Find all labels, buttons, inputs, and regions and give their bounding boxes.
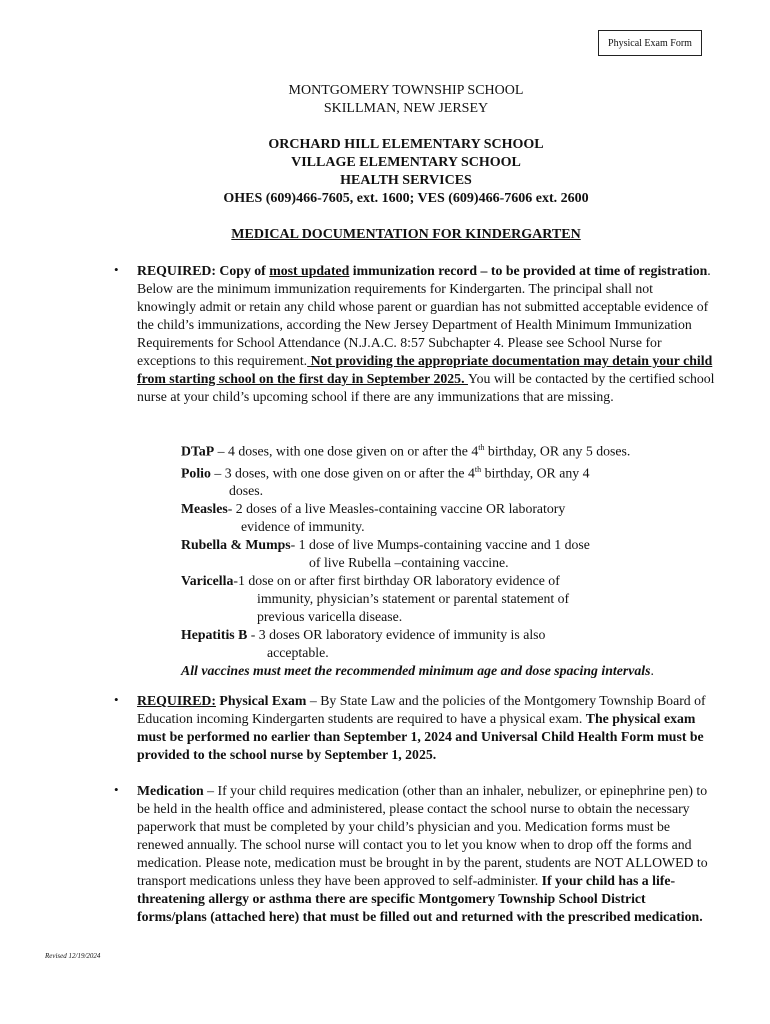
immunization-contact: You will be contacted by the certified school nurse at your child’s upcoming school if there are any immunizations that are missing. xyxy=(137,371,715,404)
bullet-marker: • xyxy=(114,782,119,797)
vaccine-rubella-mumps xyxy=(181,536,721,554)
vaccine-text-continued: evidence of immunity. xyxy=(241,519,365,535)
vaccine-list xyxy=(181,439,721,680)
vaccine-name: Measles xyxy=(181,501,228,517)
medication-body: – If your child requires medication (other than an inhaler, nebulizer, or epinephrine pen) to be held in the health office and administered, please contact the school nurse to obtain the necessary paperwork that must be completed by your child’s physician and you. Medication forms must be renewed annually. The school nurse will contact you to let you know when to drop off the forms and medication. Please note, medication must be brought in by the parent, students are NOT ALLOWED to transport medications unless they have been approved to self-administer. xyxy=(137,783,708,888)
bullet-marker: • xyxy=(114,692,119,707)
department-name: HEALTH SERVICES xyxy=(340,173,472,188)
immunization-required-label: REQUIRED: Copy of xyxy=(137,263,270,278)
superscript: th xyxy=(474,464,482,474)
most-updated-text: most updated xyxy=(269,263,350,278)
physical-exam-deadline: The physical exam must be performed no earlier than September 1, 2024 and Universal Child Health Form must be provided to the school nurse by September 1, 2025. xyxy=(137,711,704,762)
vaccine-text: - 2 doses of a live Measles-containing vaccine OR laboratory xyxy=(227,501,566,517)
vaccine-text-continued: acceptable. xyxy=(267,645,329,661)
medication-allergy-note: If your child has a life-threatening allergy or asthma there are specific Montgomery Township School District forms/plans (attached here) that must be filled out and returned with the prescribed medication. xyxy=(137,873,703,924)
medication-section xyxy=(137,782,715,926)
phone-numbers: OHES (609)466-7605, ext. 1600; VES (609)466-7606 ext. 2600 xyxy=(223,191,589,206)
school-name-ves: VILLAGE ELEMENTARY SCHOOL xyxy=(291,155,521,170)
district-location: SKILLMAN, NEW JERSEY xyxy=(323,101,489,116)
physical-required-label: REQUIRED: xyxy=(137,693,216,708)
physical-exam-label: Physical Exam xyxy=(215,693,307,708)
vaccine-text-continued: previous varicella disease. xyxy=(257,609,403,625)
immunization-warning: Not providing the appropriate documentation may detain your child from starting school on the first day in September 2025. xyxy=(137,353,713,386)
bullet-marker: • xyxy=(114,262,119,277)
vaccine-text-continued: doses. xyxy=(229,483,264,499)
vaccine-varicella xyxy=(181,572,721,590)
vaccine-note-text: All vaccines must meet the recommended minimum age and dose spacing intervals xyxy=(181,663,651,679)
vaccine-text: – 3 doses, with one dose given on or after the 4 xyxy=(210,465,475,481)
immunization-section xyxy=(137,262,715,406)
form-label-box: Physical Exam Form xyxy=(598,30,702,56)
vaccine-measles xyxy=(181,500,721,518)
vaccine-hepatitis-b xyxy=(181,626,721,644)
page-title: MEDICAL DOCUMENTATION FOR KINDERGARTEN xyxy=(231,227,581,242)
vaccine-name: DTaP xyxy=(181,443,215,459)
superscript: th xyxy=(478,443,485,452)
vaccine-polio xyxy=(181,461,721,483)
immunization-body: . Below are the minimum immunization requirements for Kindergarten. The principal shall not knowingly admit or retain any child whose parent or guardian has not submitted acceptable evidence of the child’s immunizations, according the New Jersey Department of Health Minimum Immunization Requirements for School Attendance (N.J.A.C. 8:57 Subchapter 4. Please see School Nurse for exceptions to this requirement. xyxy=(137,263,711,368)
district-name: MONTGOMERY TOWNSHIP SCHOOL xyxy=(288,83,524,98)
vaccine-note-period: . xyxy=(650,663,654,679)
medication-label: Medication xyxy=(137,783,204,798)
vaccine-text: – 4 doses, with one dose given on or after the 4 xyxy=(214,443,479,459)
school-name-ohes: ORCHARD HILL ELEMENTARY SCHOOL xyxy=(268,137,544,152)
vaccine-name: Varicella xyxy=(181,573,234,589)
vaccine-name: Polio xyxy=(181,465,211,481)
vaccine-name: Hepatitis B xyxy=(181,627,248,643)
vaccine-text-continued: immunity, physician’s statement or parental statement of xyxy=(257,591,570,607)
vaccine-name: Rubella & Mumps xyxy=(181,537,291,553)
vaccine-text: -1 dose on or after first birthday OR laboratory evidence of xyxy=(233,573,560,589)
vaccine-text: birthday, OR any 4 xyxy=(481,465,590,481)
physical-exam-section xyxy=(137,692,715,764)
vaccine-text-continued: of live Rubella –containing vaccine. xyxy=(309,555,509,571)
vaccine-text: birthday, OR any 5 doses. xyxy=(484,443,631,459)
vaccine-note xyxy=(181,662,721,680)
immunization-required-text: immunization record – to be provided at time of registration xyxy=(349,263,708,278)
district-header xyxy=(0,82,770,118)
vaccine-text: - 3 doses OR laboratory evidence of immunity is also xyxy=(247,627,546,643)
physical-exam-body: – By State Law and the policies of the Montgomery Township Board of Education incoming Kindergarten students are required to have a physical exam. xyxy=(137,693,706,726)
vaccine-text: - 1 dose of live Mumps-containing vaccine and 1 dose xyxy=(290,537,590,553)
vaccine-dtap xyxy=(181,439,721,461)
school-header xyxy=(0,136,770,208)
revised-date: Revised 12/19/2024 xyxy=(45,952,101,960)
